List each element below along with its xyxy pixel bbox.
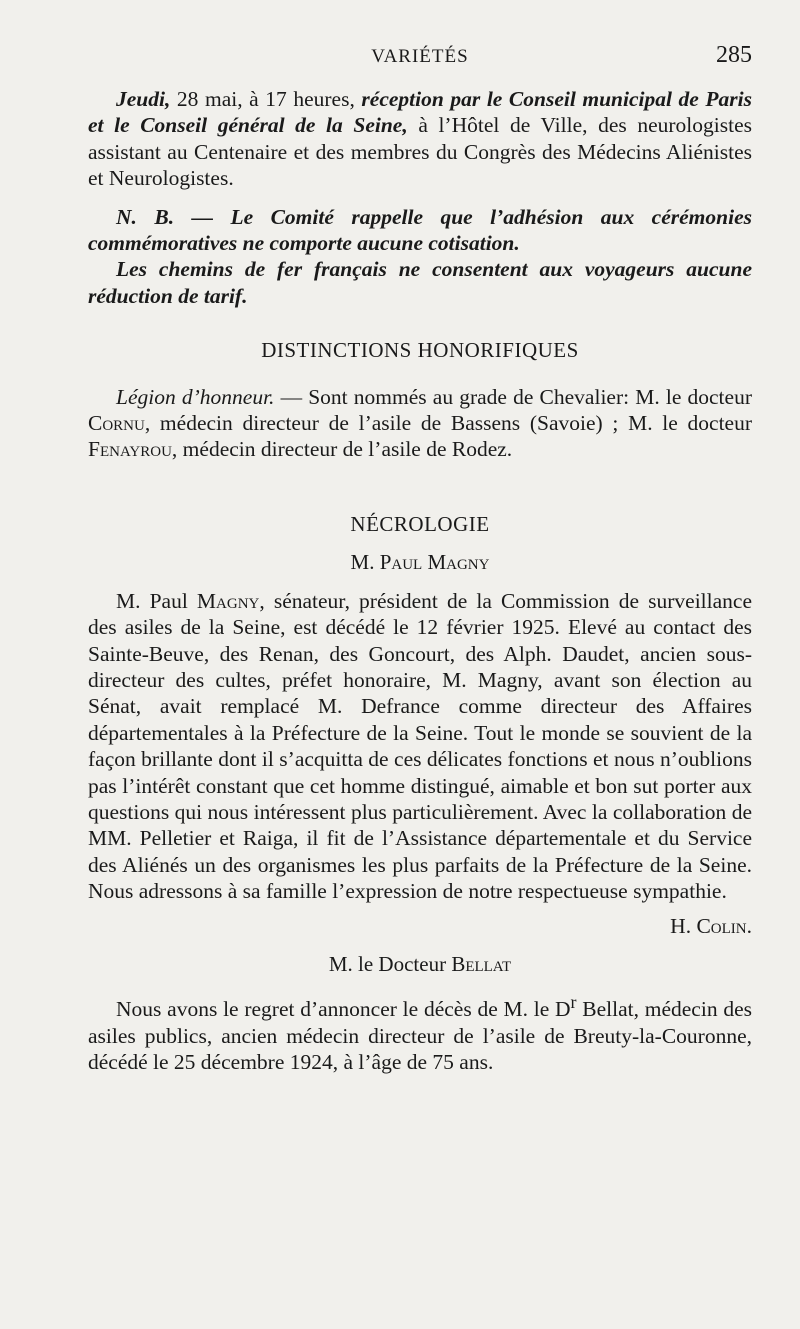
reception-text-1: 28 mai, à 17 heures,	[170, 87, 362, 111]
bellat-text-2: Bellat, médecin des asiles publics, ancien médecin directeur de l’asile de Breuty-la-Couronne, décédé le 25 décembre 1924, à l’âge de 75 ans.	[88, 997, 752, 1075]
magny-heading-name: Paul Magny	[379, 550, 490, 575]
name-cornu: Cornu	[88, 411, 145, 436]
distinctions-heading: DISTINCTIONS HONORIFIQUES	[261, 338, 579, 363]
reception-paragraph	[88, 86, 752, 192]
signature-name: Colin.	[696, 913, 752, 938]
nb-note: N. B. — Le Comité rappelle que l’adhésion aux cérémonies commémoratives ne comporte aucune cotisation.	[88, 204, 752, 256]
magny-heading	[88, 549, 752, 575]
distinctions-paragraph	[88, 384, 752, 463]
distinctions-text-1: — Sont nommés au grade de Chevalier: M. le docteur	[274, 384, 752, 409]
page-number: 285	[716, 42, 752, 68]
magny-text-1: M. Paul	[116, 588, 197, 613]
name-fenayrou: Fenayrou	[88, 437, 172, 462]
bellat-heading-name: Bellat	[451, 951, 512, 976]
bellat-sup: r	[570, 992, 577, 1013]
bellat-heading-prefix: M. le Docteur	[328, 951, 452, 976]
bellat-heading	[88, 951, 752, 977]
running-head	[0, 40, 800, 74]
reception-text-2: à l’Hôtel de Ville, des neurologistes assistant au Centenaire et des membres du Congrès des Médecins Aliénistes et Neurologistes.	[88, 113, 753, 191]
magny-heading-prefix: M.	[350, 550, 380, 575]
nb-rail-note: Les chemins de fer français ne consentent aux voyageurs aucune réduction de tarif.	[88, 257, 752, 308]
legion-label: Légion d’honneur.	[116, 384, 275, 409]
magny-obituary	[88, 588, 752, 905]
reception-emphasis: réception par le Conseil municipal de Paris et le Conseil général de la Seine,	[88, 87, 752, 138]
signature	[88, 913, 752, 939]
magny-text-2: , sénateur, président de la Commission de surveillance des asiles de la Seine, est décédé le 12 février 1925. Elevé au contact des Sainte-Beuve, des Renan, des Goncourt, des Alph. Daudet, ancien sous-directeur des cultes, préfet honoraire, M. Magny, avant son élection au Sénat, avait remplacé M. Defrance comme directeur des Affaires départementales à la Préfecture de la Seine. Tout le monde se souvient de la façon brillante dont il s’acquitta de ces délicates fonctions et nous n’oublions pas l’intérêt constant que cet homme distingué, aimable et bon sut porter aux questions qui nous intéressent plus particulièrement. Avec la collaboration de MM. Pelletier et Raiga, il fit de l’Assistance départementale et du Service des Aliénés un des organismes les plus parfaits de la Préfecture de la Seine. Nous adressons à sa famille l’expression de notre respectueuse sympathie.	[88, 588, 753, 904]
bellat-obituary	[88, 989, 752, 1075]
bellat-text-1: Nous avons le regret d’annoncer le décès de M. le D	[116, 997, 571, 1022]
distinctions-text-3: , médecin directeur de l’asile de Rodez.	[171, 437, 513, 462]
day-label: Jeudi,	[116, 87, 171, 111]
magny-name: Magny	[196, 588, 260, 613]
distinctions-text-2: , médecin directeur de l’asile de Bassens (Savoie) ; M. le docteur	[144, 411, 752, 436]
running-title: VARIÉTÉS	[371, 46, 469, 67]
signature-prefix: H.	[670, 913, 697, 938]
necrologie-heading: NÉCROLOGIE	[350, 511, 490, 536]
page-body	[88, 86, 752, 1076]
